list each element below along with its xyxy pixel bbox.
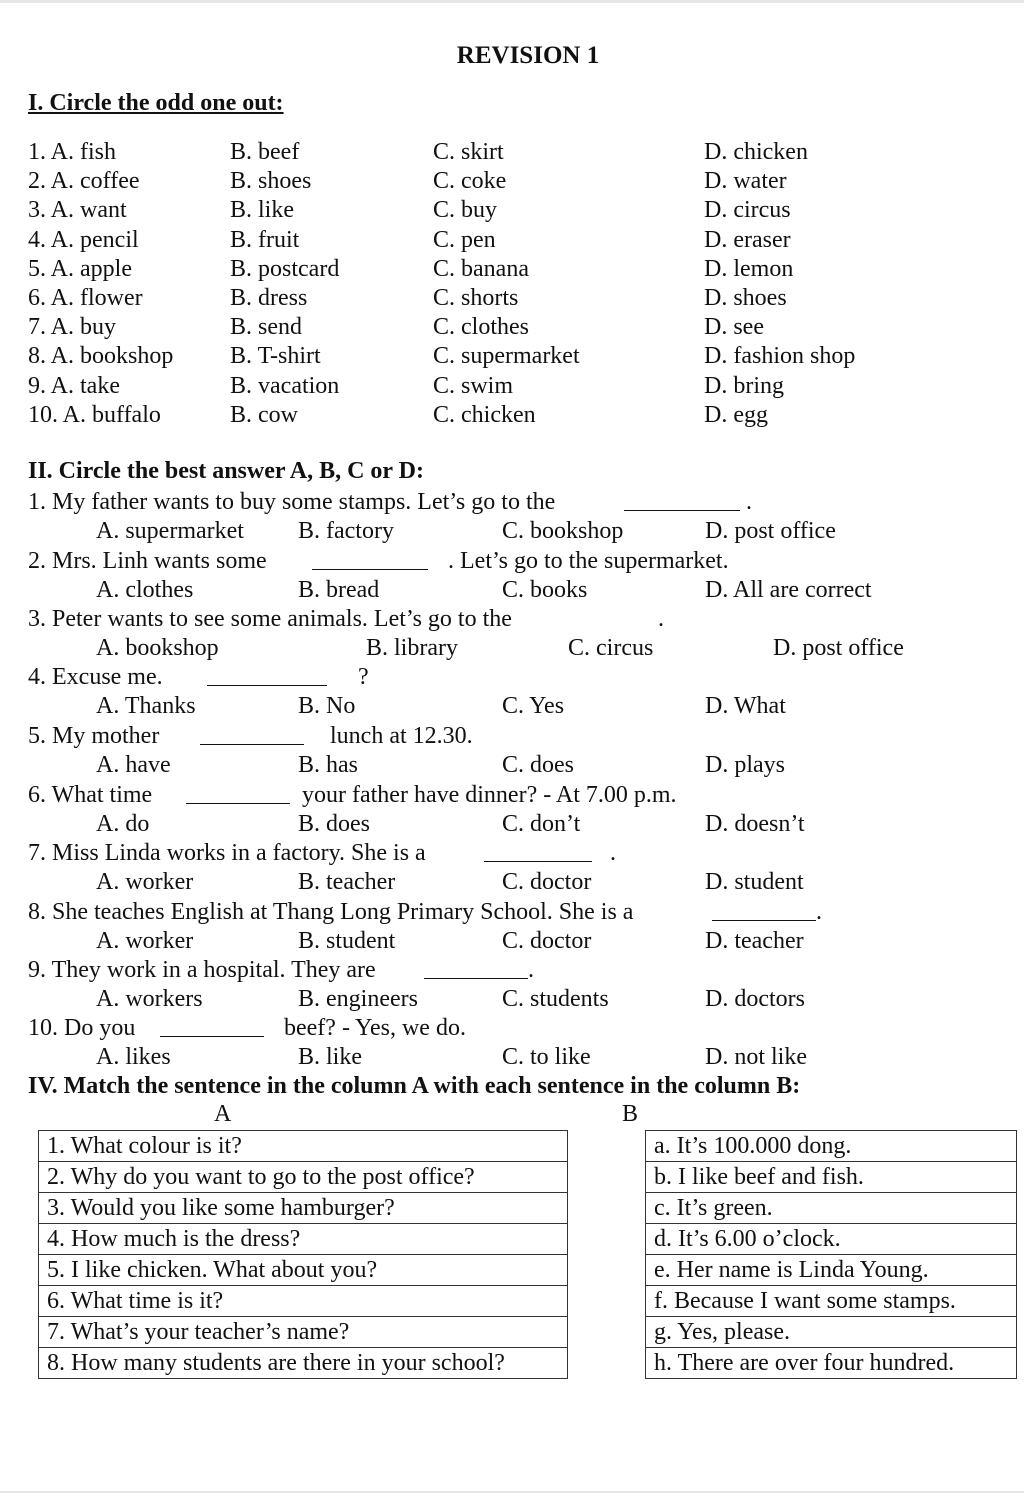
odd-one-out-option: 4. A. pencil — [28, 226, 139, 253]
odd-one-out-option: B. like — [230, 197, 294, 224]
odd-one-out-option: D. circus — [704, 197, 791, 224]
odd-one-out-option: C. swim — [433, 372, 514, 399]
match-question: 1. What colour is it? — [39, 1131, 568, 1162]
answer-option[interactable]: C. books — [502, 577, 588, 603]
odd-one-out-option: B. dress — [230, 285, 308, 311]
odd-one-out-option: D. fashion shop — [704, 343, 856, 370]
column-a-table — [38, 1130, 568, 1379]
table-row — [39, 1193, 568, 1224]
odd-one-out-option: D. eraser — [704, 226, 791, 253]
odd-one-out-option: C. buy — [433, 197, 498, 224]
answer-option[interactable]: D. What — [705, 693, 786, 719]
bottom-border — [0, 1491, 1024, 1493]
answer-option[interactable]: B. like — [298, 1044, 362, 1070]
question-text: 3. Peter wants to see some animals. Let’s go to the — [28, 606, 512, 632]
question-text: 7. Miss Linda works in a factory. She is a — [28, 840, 426, 866]
question-text: 10. Do you — [28, 1015, 136, 1041]
question-text: 6. What time — [28, 782, 153, 808]
answer-blank[interactable] — [424, 960, 528, 979]
odd-one-out-option: D. shoes — [704, 285, 787, 311]
answer-option[interactable]: B. No — [298, 693, 356, 719]
odd-one-out-option: B. send — [230, 314, 302, 341]
answer-option[interactable]: C. students — [502, 986, 609, 1012]
odd-one-out-option: D. bring — [704, 372, 784, 399]
column-a-label: A — [214, 1101, 232, 1127]
question-text: 5. My mother — [28, 723, 160, 749]
odd-one-out-option: D. water — [704, 168, 787, 195]
odd-one-out-option: B. beef — [230, 139, 300, 165]
odd-one-out-option: D. lemon — [704, 255, 794, 282]
column-b-table — [645, 1130, 1017, 1379]
match-question: 3. Would you like some hamburger? — [39, 1193, 568, 1224]
odd-one-out-option: 9. A. take — [28, 372, 120, 399]
match-answer: h. There are over four hundred. — [646, 1348, 1017, 1379]
answer-option[interactable]: D. plays — [705, 752, 785, 778]
match-answer: d. It’s 6.00 o’clock. — [646, 1224, 1017, 1255]
section1-heading: I. Circle the odd one out: — [28, 90, 284, 116]
question-text: 1. My father wants to buy some stamps. Let’s go to the — [28, 489, 556, 515]
answer-option[interactable]: A. workers — [96, 986, 203, 1012]
match-answer: b. I like beef and fish. — [646, 1162, 1017, 1193]
answer-option[interactable]: D. doctors — [705, 986, 805, 1012]
question-text: 2. Mrs. Linh wants some — [28, 548, 267, 574]
table-row — [39, 1162, 568, 1193]
question-text-end: . — [528, 957, 534, 983]
answer-option[interactable]: C. doctor — [502, 869, 592, 895]
answer-option[interactable]: C. doctor — [502, 928, 592, 954]
odd-one-out-option: 8. A. bookshop — [28, 343, 174, 370]
odd-one-out-option: D. egg — [704, 401, 768, 428]
answer-option[interactable]: A. bookshop — [96, 635, 219, 661]
odd-one-out-option: C. shorts — [433, 285, 519, 311]
answer-option[interactable]: B. teacher — [298, 869, 396, 895]
match-question: 7. What’s your teacher’s name? — [39, 1317, 568, 1348]
odd-one-out-option: D. chicken — [704, 139, 808, 165]
answer-option[interactable]: A. worker — [96, 928, 194, 954]
section4-heading: IV. Match the sentence in the column A with each sentence in the column B: — [28, 1073, 801, 1099]
odd-one-out-option: B. T-shirt — [230, 343, 321, 370]
answer-option[interactable]: D. student — [705, 869, 804, 895]
odd-one-out-option: C. coke — [433, 168, 507, 195]
answer-option[interactable]: B. student — [298, 928, 396, 954]
answer-option[interactable]: D. post office — [705, 518, 836, 544]
match-answer: e. Her name is Linda Young. — [646, 1255, 1017, 1286]
odd-one-out-option: C. banana — [433, 255, 529, 282]
table-row — [646, 1162, 1017, 1193]
answer-blank[interactable] — [484, 843, 592, 862]
table-row — [39, 1131, 568, 1162]
odd-one-out-option: C. chicken — [433, 401, 536, 428]
question-text-end: . Let’s go to the supermarket. — [448, 548, 729, 574]
answer-blank[interactable] — [160, 1018, 264, 1037]
question-text: 8. She teaches English at Thang Long Primary School. She is a — [28, 899, 634, 925]
answer-blank[interactable] — [186, 785, 290, 804]
table-row — [646, 1255, 1017, 1286]
match-answer: g. Yes, please. — [646, 1317, 1017, 1348]
answer-option[interactable]: D. All are correct — [705, 577, 872, 603]
table-row — [646, 1348, 1017, 1379]
question-text-end: lunch at 12.30. — [330, 723, 473, 749]
answer-option[interactable]: D. post office — [773, 635, 904, 661]
answer-option[interactable]: C. don’t — [502, 811, 581, 837]
odd-one-out-option: C. clothes — [433, 314, 529, 341]
answer-option[interactable]: A. worker — [96, 869, 194, 895]
match-question: 6. What time is it? — [39, 1286, 568, 1317]
question-text-end: . — [658, 606, 664, 632]
answer-option[interactable]: A. clothes — [96, 577, 194, 603]
answer-option[interactable]: A. supermarket — [96, 518, 244, 544]
page-title: REVISION 1 — [456, 42, 600, 69]
odd-one-out-option: C. supermarket — [433, 343, 580, 370]
question-text-end: . — [746, 489, 752, 515]
question-text-end: ? — [358, 664, 369, 690]
answer-option[interactable]: A. likes — [96, 1044, 171, 1070]
odd-one-out-option: C. pen — [433, 226, 496, 253]
odd-one-out-option: C. skirt — [433, 139, 504, 165]
section2-heading: II. Circle the best answer A, B, C or D: — [28, 458, 424, 484]
odd-one-out-option: D. see — [704, 314, 764, 341]
answer-blank[interactable] — [200, 726, 304, 745]
odd-one-out-option: 10. A. buffalo — [28, 401, 161, 428]
question-text-end: your father have dinner? - At 7.00 p.m. — [302, 782, 677, 808]
question-text: 4. Excuse me. — [28, 664, 163, 690]
answer-option[interactable]: B. bread — [298, 577, 380, 603]
table-row — [39, 1286, 568, 1317]
match-answer: a. It’s 100.000 dong. — [646, 1131, 1017, 1162]
answer-option[interactable]: C. does — [502, 752, 574, 778]
table-row — [39, 1224, 568, 1255]
odd-one-out-option: 6. A. flower — [28, 285, 143, 311]
answer-option[interactable]: A. do — [96, 811, 150, 837]
odd-one-out-option: 3. A. want — [28, 197, 127, 224]
table-row — [39, 1348, 568, 1379]
odd-one-out-option: 7. A. buy — [28, 314, 117, 341]
odd-one-out-option: 2. A. coffee — [28, 168, 140, 195]
question-text-end: . — [610, 840, 616, 866]
table-row — [39, 1255, 568, 1286]
answer-option[interactable]: B. library — [366, 635, 458, 661]
match-answer: f. Because I want some stamps. — [646, 1286, 1017, 1317]
answer-blank[interactable] — [207, 667, 327, 686]
match-question: 4. How much is the dress? — [39, 1224, 568, 1255]
answer-option[interactable]: D. teacher — [705, 928, 804, 954]
match-question: 8. How many students are there in your school? — [39, 1348, 568, 1379]
odd-one-out-option: B. postcard — [230, 255, 340, 282]
column-b-label: B — [622, 1101, 639, 1127]
question-text-end: beef? - Yes, we do. — [284, 1015, 466, 1041]
table-row — [39, 1317, 568, 1348]
answer-option[interactable]: B. engineers — [298, 986, 418, 1012]
answer-option[interactable]: B. has — [298, 752, 358, 778]
odd-one-out-option: 1. A. fish — [28, 139, 117, 165]
odd-one-out-option: B. shoes — [230, 168, 312, 195]
answer-option[interactable]: B. factory — [298, 518, 394, 544]
odd-one-out-option: 5. A. apple — [28, 255, 132, 282]
answer-blank[interactable] — [312, 551, 428, 570]
odd-one-out-option: B. fruit — [230, 226, 300, 253]
answer-option[interactable]: C. Yes — [502, 693, 565, 719]
table-row — [646, 1224, 1017, 1255]
answer-option[interactable]: A. Thanks — [96, 693, 196, 719]
answer-option[interactable]: D. doesn’t — [705, 811, 805, 837]
answer-option[interactable]: B. does — [298, 811, 370, 837]
question-text-end: . — [816, 899, 822, 925]
answer-option[interactable]: C. to like — [502, 1044, 591, 1070]
answer-option[interactable]: C. circus — [568, 635, 654, 661]
match-answer: c. It’s green. — [646, 1193, 1017, 1224]
match-question: 2. Why do you want to go to the post office? — [39, 1162, 568, 1193]
odd-one-out-option: B. vacation — [230, 372, 340, 399]
match-question: 5. I like chicken. What about you? — [39, 1255, 568, 1286]
table-row — [646, 1193, 1017, 1224]
table-row — [646, 1286, 1017, 1317]
question-text: 9. They work in a hospital. They are — [28, 957, 376, 983]
answer-option[interactable]: C. bookshop — [502, 518, 624, 544]
answer-option[interactable]: D. not like — [705, 1044, 807, 1070]
answer-blank[interactable] — [624, 492, 740, 511]
table-row — [646, 1131, 1017, 1162]
answer-option[interactable]: A. have — [96, 752, 171, 778]
answer-blank[interactable] — [712, 902, 816, 921]
odd-one-out-option: B. cow — [230, 401, 298, 428]
table-row — [646, 1317, 1017, 1348]
